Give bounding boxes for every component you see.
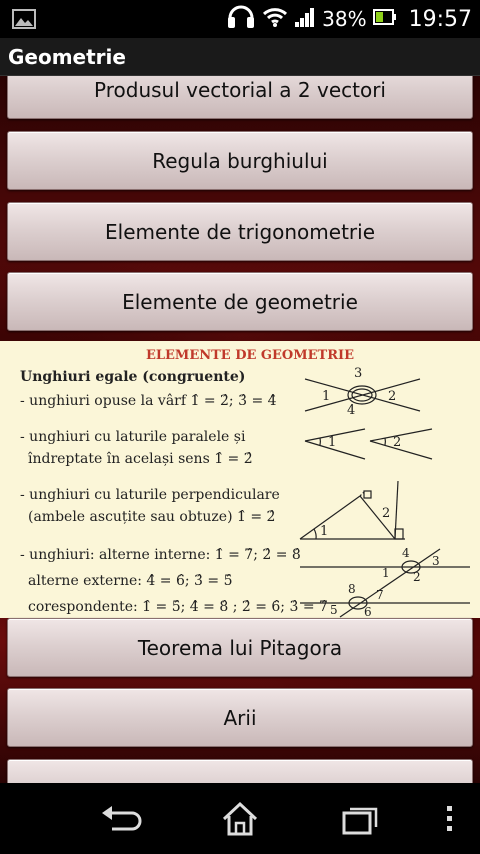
geometry-image	[0, 341, 480, 618]
geo-line4b: alterne externe: 4̂ = 6̂; 3̂ = 5̂	[28, 573, 233, 589]
gallery-notification-icon	[12, 9, 36, 34]
fig-d-label-4: 4	[402, 546, 410, 560]
geo-heading: ELEMENTE DE GEOMETRIE	[145, 348, 355, 363]
home-icon[interactable]	[218, 801, 262, 837]
geo-line1: - unghiuri opuse la vârf 1̂ = 2̂; 3̂ = 4̂	[20, 393, 277, 409]
back-icon[interactable]	[98, 801, 142, 837]
page-title: Geometrie	[8, 45, 126, 69]
menu-item-teorema-pitagora[interactable]: Teorema lui Pitagora	[7, 618, 473, 677]
fig-d-label-2: 2	[413, 570, 421, 584]
geo-line4a: - unghiuri: alterne interne: 1̂ = 7̂; 2̂ = 8̂	[20, 547, 301, 563]
fig-c-label-2: 2	[382, 506, 391, 521]
geo-subheading: Unghiuri egale (congruente)	[20, 369, 246, 385]
fig-d-label-6: 6	[364, 605, 372, 618]
fig-a-label-4: 4	[347, 403, 356, 418]
recent-apps-icon[interactable]	[338, 801, 382, 837]
fig-d-label-3: 3	[432, 554, 440, 568]
fig-a-label-3: 3	[354, 366, 363, 381]
geo-line3b: (ambele ascuțite sau obtuze) 1̂ = 2̂	[28, 509, 276, 525]
fig-a-label-2: 2	[388, 389, 397, 404]
menu-item-elemente-trigonometrie[interactable]: Elemente de trigonometrie	[7, 202, 473, 261]
menu-item-elemente-geometrie[interactable]: Elemente de geometrie	[7, 272, 473, 331]
menu-list[interactable]	[0, 76, 480, 783]
fig-b-label-2: 2	[393, 435, 402, 450]
menu-item-produsul-vectorial[interactable]: Produsul vectorial a 2 vectori	[7, 76, 473, 119]
menu-item-next[interactable]	[7, 759, 473, 783]
action-bar	[0, 38, 480, 76]
geo-line4c: corespondente: 1̂ = 5̂; 4̂ = 8̂ ; 2̂ = 6̂; 3̂ = 7̂	[28, 599, 328, 615]
fig-d-label-8: 8	[348, 582, 356, 596]
fig-a-label-1: 1	[322, 389, 331, 404]
fig-c-label-1: 1	[320, 524, 329, 539]
menu-item-regula-burghiului[interactable]: Regula burghiului	[7, 131, 473, 190]
figure-parallel-angles	[305, 429, 432, 459]
geo-line3a: - unghiuri cu laturile perpendiculare	[20, 487, 280, 503]
fig-d-label-5: 5	[330, 603, 338, 617]
status-bar	[0, 0, 480, 38]
battery-icon	[373, 8, 397, 31]
battery-percent: 38%	[322, 7, 367, 31]
fig-b-label-1: 1	[328, 435, 337, 450]
wifi-icon	[262, 6, 288, 33]
clock: 19:57	[408, 6, 472, 32]
menu-item-arii[interactable]: Arii	[7, 688, 473, 747]
geo-line2b: îndreptate în același sens 1̂ = 2̂	[28, 451, 253, 467]
signal-icon	[294, 6, 316, 33]
fig-d-label-1: 1	[382, 566, 390, 580]
overflow-menu-icon[interactable]	[430, 801, 470, 837]
navigation-bar	[0, 783, 480, 854]
geo-line2a: - unghiuri cu laturile paralele și	[20, 429, 246, 445]
headset-icon	[226, 4, 256, 35]
fig-d-label-7: 7	[376, 588, 384, 602]
